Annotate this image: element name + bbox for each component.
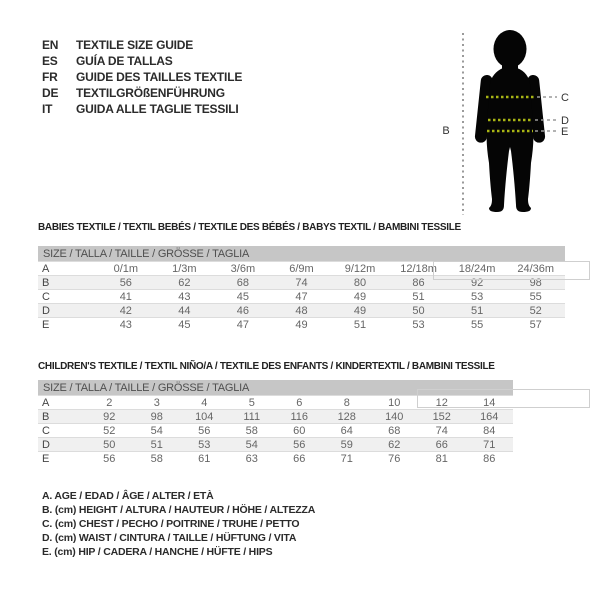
size-value-cell: 92 — [86, 410, 134, 424]
row-label: D — [38, 304, 97, 318]
size-value-cell: 116 — [276, 410, 324, 424]
size-value-cell: 6/9m — [272, 262, 331, 276]
legend-line: E. (cm) HIP / CADERA / HANCHE / HÜFTE / HIPS — [42, 546, 273, 558]
row-label: B — [38, 410, 86, 424]
size-value-cell: 5 — [228, 396, 276, 410]
table-row — [38, 410, 513, 424]
children-size-header: SIZE / TALLA / TAILLE / GRÖSSE / TAGLIA — [38, 380, 513, 396]
size-value-cell: 60 — [276, 424, 324, 438]
row-label: C — [38, 290, 97, 304]
size-value-cell: 12/18m — [389, 262, 448, 276]
size-value-cell: 64 — [323, 424, 371, 438]
language-code: EN — [42, 38, 59, 52]
children-table-title: CHILDREN'S TEXTILE / TEXTIL NIÑO/A / TEXTILE DES ENFANTS / KINDERTEXTIL / BAMBINI TESSILE — [38, 361, 495, 372]
size-value-cell: 48 — [272, 304, 331, 318]
size-value-cell: 58 — [228, 424, 276, 438]
size-value-cell: 56 — [97, 276, 156, 290]
child-silhouette-figure — [430, 15, 590, 225]
size-value-cell: 71 — [323, 452, 371, 466]
size-value-cell: 43 — [97, 318, 156, 332]
language-code: DE — [42, 86, 59, 100]
measurement-legend — [42, 489, 315, 559]
size-value-cell: 68 — [214, 276, 273, 290]
size-value-cell: 1/3m — [155, 262, 214, 276]
size-value-cell: 8 — [323, 396, 371, 410]
size-value-cell: 18/24m — [448, 262, 507, 276]
language-row — [42, 85, 242, 101]
size-value-cell: 62 — [371, 438, 419, 452]
size-value-cell: 2 — [86, 396, 134, 410]
height-label: B — [442, 125, 450, 137]
size-value-cell: 51 — [133, 438, 181, 452]
table-row — [38, 290, 565, 304]
row-label: A — [38, 396, 86, 410]
size-value-cell: 6 — [276, 396, 324, 410]
size-value-cell: 66 — [418, 438, 466, 452]
waist-label: D — [561, 115, 569, 127]
table-row — [38, 304, 565, 318]
size-value-cell: 47 — [272, 290, 331, 304]
size-value-cell: 66 — [276, 452, 324, 466]
legend-line: D. (cm) WAIST / CINTURA / TAILLE / HÜFTUNG / VITA — [42, 532, 297, 544]
row-label: E — [38, 452, 86, 466]
size-value-cell: 55 — [506, 290, 565, 304]
row-label: C — [38, 424, 86, 438]
size-value-cell: 59 — [323, 438, 371, 452]
language-row — [42, 69, 242, 85]
language-code: IT — [42, 102, 53, 116]
language-code: FR — [42, 70, 58, 84]
legend-line: B. (cm) HEIGHT / ALTURA / HAUTEUR / HÖHE / ALTEZZA — [42, 504, 316, 516]
language-guide-title: GUÍA DE TALLAS — [76, 54, 173, 68]
size-value-cell: 49 — [331, 304, 390, 318]
size-value-cell: 51 — [448, 304, 507, 318]
size-value-cell: 49 — [331, 290, 390, 304]
size-value-cell: 53 — [389, 318, 448, 332]
size-value-cell: 104 — [181, 410, 229, 424]
watermark-patch-box — [433, 261, 590, 280]
size-value-cell: 44 — [155, 304, 214, 318]
size-value-cell: 46 — [214, 304, 273, 318]
size-value-cell: 128 — [323, 410, 371, 424]
table-row — [38, 424, 513, 438]
size-value-cell: 63 — [228, 452, 276, 466]
size-value-cell: 12 — [418, 396, 466, 410]
size-value-cell: 55 — [448, 318, 507, 332]
row-label: B — [38, 276, 97, 290]
size-value-cell: 50 — [389, 304, 448, 318]
size-value-cell: 54 — [133, 424, 181, 438]
size-value-cell: 74 — [272, 276, 331, 290]
language-guide-title: GUIDE DES TAILLES TEXTILE — [76, 70, 243, 84]
chest-label: C — [561, 92, 569, 104]
size-value-cell: 56 — [276, 438, 324, 452]
size-value-cell: 45 — [155, 318, 214, 332]
size-value-cell: 140 — [371, 410, 419, 424]
language-code: ES — [42, 54, 58, 68]
size-value-cell: 49 — [272, 318, 331, 332]
size-value-cell: 58 — [133, 452, 181, 466]
size-value-cell: 45 — [214, 290, 273, 304]
size-value-cell: 53 — [181, 438, 229, 452]
hip-label: E — [561, 126, 569, 138]
size-value-cell: 68 — [371, 424, 419, 438]
size-value-cell: 51 — [331, 318, 390, 332]
size-value-cell: 4 — [181, 396, 229, 410]
size-value-cell: 24/36m — [506, 262, 565, 276]
watermark-patch-box — [417, 389, 590, 408]
size-value-cell: 9/12m — [331, 262, 390, 276]
language-row — [42, 101, 242, 117]
size-value-cell: 53 — [448, 290, 507, 304]
size-value-cell: 111 — [228, 410, 276, 424]
size-value-cell: 50 — [86, 438, 134, 452]
size-value-cell: 3/6m — [214, 262, 273, 276]
size-value-cell: 92 — [448, 276, 507, 290]
size-value-cell: 56 — [181, 424, 229, 438]
size-value-cell: 62 — [155, 276, 214, 290]
size-value-cell: 0/1m — [97, 262, 156, 276]
table-row — [38, 318, 565, 332]
size-value-cell: 52 — [86, 424, 134, 438]
size-value-cell: 51 — [389, 290, 448, 304]
size-value-cell: 74 — [418, 424, 466, 438]
size-value-cell: 98 — [133, 410, 181, 424]
size-value-cell: 86 — [389, 276, 448, 290]
size-value-cell: 86 — [466, 452, 514, 466]
size-value-cell: 52 — [506, 304, 565, 318]
size-value-cell: 152 — [418, 410, 466, 424]
babies-table-title: BABIES TEXTILE / TEXTIL BEBÉS / TEXTILE DES BÉBÉS / BABYS TEXTIL / BAMBINI TESSILE — [38, 222, 461, 233]
size-value-cell: 81 — [418, 452, 466, 466]
size-value-cell: 54 — [228, 438, 276, 452]
row-label: E — [38, 318, 97, 332]
table-row — [38, 438, 513, 452]
language-title-list — [42, 37, 242, 117]
row-label: D — [38, 438, 86, 452]
language-guide-title: TEXTILGRÖßENFÜHRUNG — [76, 86, 225, 100]
size-value-cell: 80 — [331, 276, 390, 290]
babies-size-header: SIZE / TALLA / TAILLE / GRÖSSE / TAGLIA — [38, 246, 565, 262]
size-value-cell: 41 — [97, 290, 156, 304]
legend-line: A. AGE / EDAD / ÂGE / ALTER / ETÀ — [42, 490, 214, 502]
babies-size-table — [38, 246, 565, 331]
size-value-cell: 43 — [155, 290, 214, 304]
size-value-cell: 42 — [97, 304, 156, 318]
size-value-cell: 3 — [133, 396, 181, 410]
size-value-cell: 71 — [466, 438, 514, 452]
size-value-cell: 10 — [371, 396, 419, 410]
language-row — [42, 53, 242, 69]
language-guide-title: TEXTILE SIZE GUIDE — [76, 38, 194, 52]
size-value-cell: 164 — [466, 410, 514, 424]
size-value-cell: 76 — [371, 452, 419, 466]
size-value-cell: 47 — [214, 318, 273, 332]
size-value-cell: 84 — [466, 424, 514, 438]
language-row — [42, 37, 242, 53]
size-value-cell: 98 — [506, 276, 565, 290]
row-label: A — [38, 262, 97, 276]
size-value-cell: 61 — [181, 452, 229, 466]
legend-line: C. (cm) CHEST / PECHO / POITRINE / TRUHE / PETTO — [42, 518, 300, 530]
size-value-cell: 56 — [86, 452, 134, 466]
language-guide-title: GUIDA ALLE TAGLIE TESSILI — [76, 102, 239, 116]
size-value-cell: 57 — [506, 318, 565, 332]
table-row — [38, 452, 513, 466]
size-value-cell: 14 — [466, 396, 514, 410]
